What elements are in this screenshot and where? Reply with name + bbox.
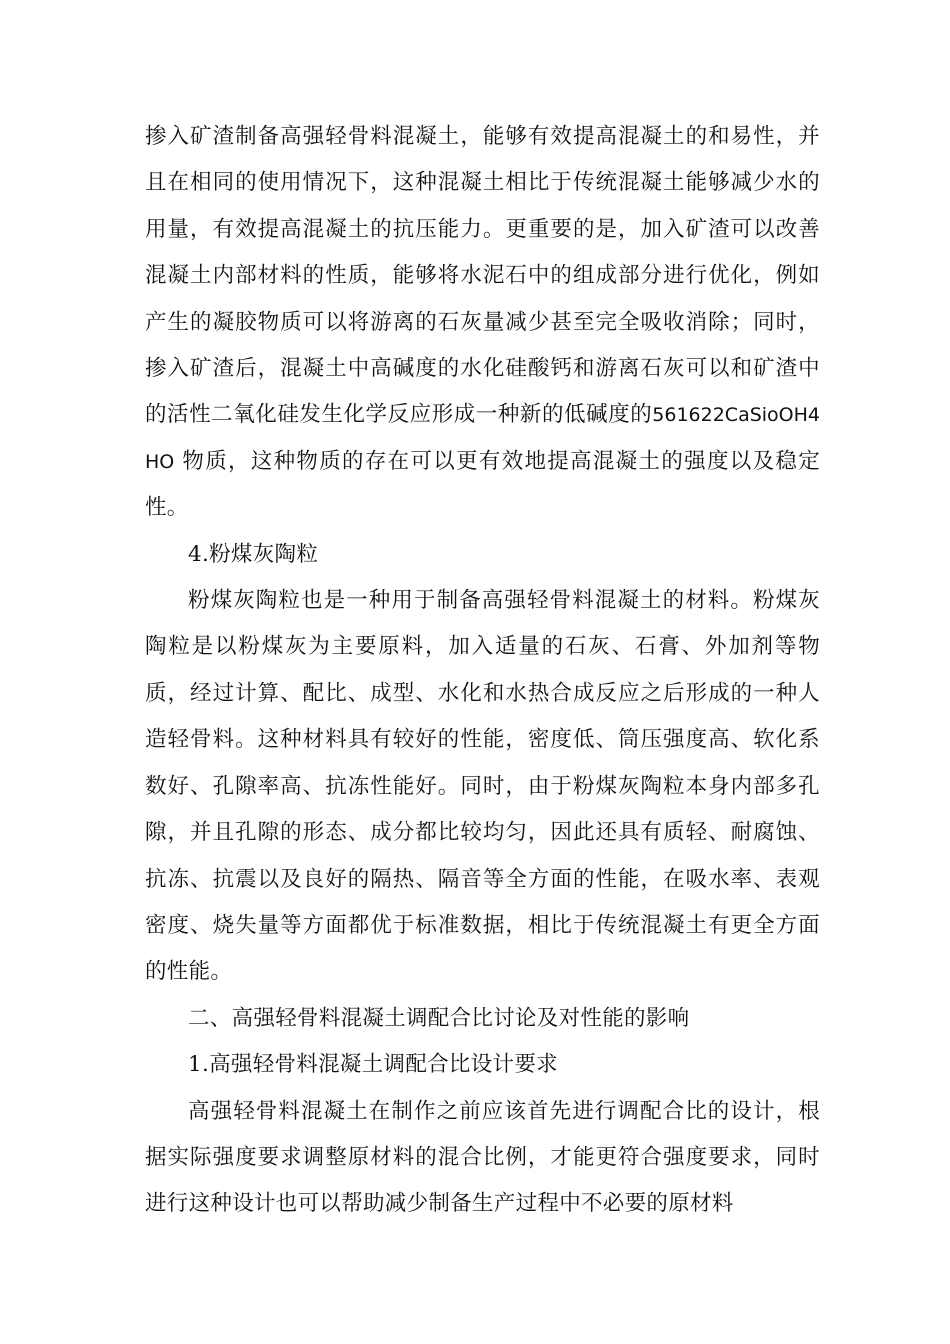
paragraph-slag-text-end: 物质，这种物质的存在可以更有效地提高混凝土的强度以及稳定性。 bbox=[145, 448, 820, 521]
paragraph-slag-text: 掺入矿渣制备高强轻骨料混凝土，能够有效提高混凝土的和易性，并且在相同的使用情况下，这种混凝土相比于传统混凝土能够减少水的用量，有效提高混凝土的抗压能力。更重要的是，加入矿渣可以改善混凝土内部材料的性质，能够将水泥石中的组成部分进行优化，例如产生的凝胶物质可以将游离的石灰量减少甚至完全吸收消除；同时，掺入矿渣后，混凝土中高碱度的水化硅酸钙和游离石灰可以和矿渣中的活性二氧化硅发生化学反应形成一种新的低碱度的 bbox=[145, 124, 820, 428]
heading-fly-ash-ceramsite: 4.粉煤灰陶粒 bbox=[188, 541, 319, 567]
paragraph-mix-design: 高强轻骨料混凝土在制作之前应该首先进行调配合比的设计，根据实际强度要求调整原材料的混合比例，才能更符合强度要求，同时进行这种设计也可以帮助减少制备生产过程中不必要的原材料 bbox=[145, 1098, 820, 1217]
document-body bbox=[145, 114, 820, 1228]
chemical-formula: 561622CaSioOH4HO bbox=[145, 404, 820, 473]
paragraph-fly-ash-ceramsite: 粉煤灰陶粒也是一种用于制备高强轻骨料混凝土的材料。粉煤灰陶粒是以粉煤灰为主要原料，加入适量的石灰、石膏、外加剂等物质，经过计算、配比、成型、水化和水热合成反应之后形成的一种人造轻骨料。这种材料具有较好的性能，密度低、筒压强度高、软化系数好、孔隙率高、抗冻性能好。同时，由于粉煤灰陶粒本身内部多孔隙，并且孔隙的形态、成分都比较均匀，因此还具有质轻、耐腐蚀、抗冻、抗震以及良好的隔热、隔音等全方面的性能，在吸水率、表观密度、烧失量等方面都优于标准数据，相比于传统混凝土有更全方面的性能。 bbox=[145, 588, 820, 985]
heading-mix-design-requirements: 1.高强轻骨料混凝土调配合比设计要求 bbox=[188, 1052, 558, 1078]
paragraph-slag bbox=[145, 114, 820, 532]
heading-section-two: 二、高强轻骨料混凝土调配合比讨论及对性能的影响 bbox=[188, 1005, 690, 1031]
